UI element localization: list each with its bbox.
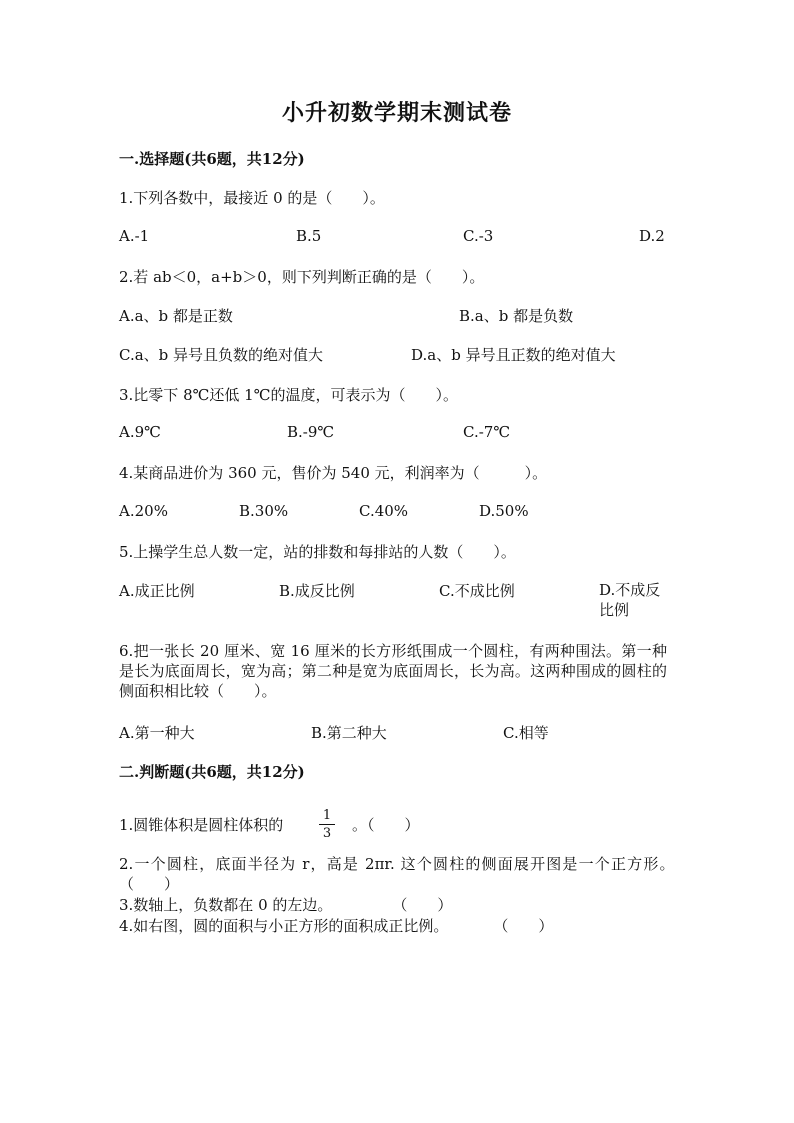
q3-option-c: C.-7℃ [463, 423, 511, 441]
fraction-bar [319, 824, 335, 825]
q6-option-c: C.相等 [503, 724, 549, 742]
q1-option-b: B.5 [296, 227, 322, 245]
judgment-1-prefix: 1.圆锥体积是圆柱体积的 [119, 816, 284, 834]
q1-option-a: A.-1 [119, 227, 150, 245]
question-6-stem: 6.把一张长 20 厘米、宽 16 厘米的长方形纸围成一个圆柱，有两种围法。第一种是长为底面周长，宽为高；第二种是宽为底面周长，长为高。这两种围成的圆柱的侧面积相比较（ ）。 [119, 642, 667, 700]
q5-option-a: A.成正比例 [119, 582, 195, 600]
q2-option-d: D.a、b 异号且正数的绝对值大 [411, 346, 616, 364]
page-title: 小升初数学期末测试卷 [281, 100, 512, 126]
judgment-1-suffix: 。（ ） [352, 816, 420, 834]
fraction-numerator: 1 [322, 808, 332, 823]
judgment-4-stem: 4.如右图，圆的面积与小正方形的面积成正比例。 （ ） [119, 917, 554, 935]
q2-option-c: C.a、b 异号且负数的绝对值大 [119, 346, 324, 364]
section-heading-judgment: 二.判断题(共6题，共12分) [119, 763, 305, 781]
q5-option-d: D.不成反比例 [599, 581, 661, 619]
fraction-one-third [319, 808, 335, 841]
q4-option-b: B.30% [239, 502, 289, 520]
question-2-stem: 2.若 ab＜0，a+b＞0，则下列判断正确的是（ ）。 [119, 268, 485, 286]
judgment-2-stem: 2.一个圆柱，底面半径为 r，高是 2πr. 这个圆柱的侧面展开图是一个正方形。 （ ） [119, 855, 698, 893]
q4-option-d: D.50% [479, 502, 529, 520]
question-3-stem: 3.比零下 8℃还低 1℃的温度，可表示为（ ）。 [119, 386, 458, 404]
q2-option-b: B.a、b 都是负数 [459, 307, 574, 325]
q1-option-c: C.-3 [463, 227, 494, 245]
q3-option-b: B.-9℃ [287, 423, 335, 441]
q6-option-b: B.第二种大 [311, 724, 387, 742]
question-4-stem: 4.某商品进价为 360 元，售价为 540 元，利润率为（ ）。 [119, 464, 548, 482]
judgment-3-stem: 3.数轴上，负数都在 0 的左边。 （ ） [119, 896, 453, 914]
question-1-stem: 1.下列各数中，最接近 0 的是（ ）。 [119, 189, 385, 207]
q1-option-d: D.2 [639, 227, 665, 245]
q2-option-a: A.a、b 都是正数 [119, 307, 233, 325]
q3-option-a: A.9℃ [119, 423, 161, 441]
q4-option-a: A.20% [119, 502, 168, 520]
q6-option-a: A.第一种大 [119, 724, 195, 742]
fraction-denominator: 3 [322, 826, 332, 841]
question-5-stem: 5.上操学生总人数一定，站的排数和每排站的人数（ ）。 [119, 543, 516, 561]
q5-option-c: C.不成比例 [439, 582, 515, 600]
q4-option-c: C.40% [359, 502, 409, 520]
section-heading-choice: 一.选择题(共6题，共12分) [119, 150, 305, 168]
q5-option-b: B.成反比例 [279, 582, 355, 600]
